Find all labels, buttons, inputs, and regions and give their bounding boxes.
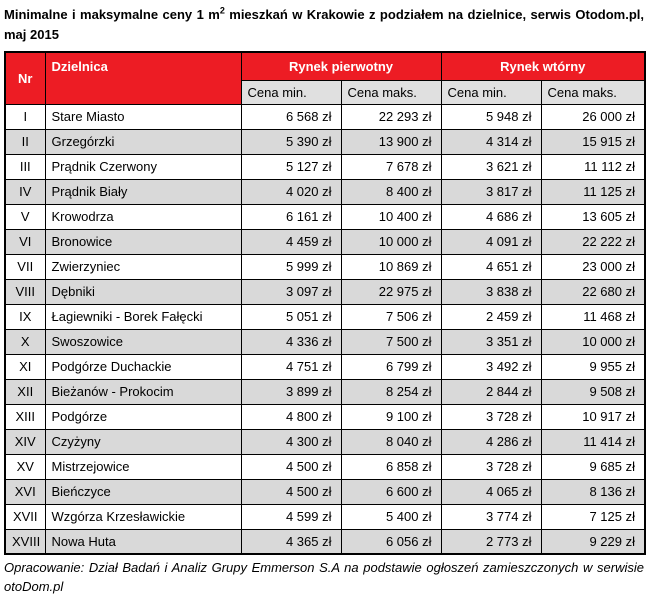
column-group-secondary-market: Rynek wtórny [441, 52, 645, 80]
primary-min-cell: 4 020 zł [241, 179, 341, 204]
row-number-cell: III [5, 154, 45, 179]
secondary-max-cell: 10 917 zł [541, 404, 645, 429]
primary-min-cell: 4 300 zł [241, 429, 341, 454]
primary-max-cell: 6 858 zł [341, 454, 441, 479]
secondary-min-cell: 4 286 zł [441, 429, 541, 454]
table-header-row-groups [5, 52, 645, 80]
secondary-max-cell: 9 685 zł [541, 454, 645, 479]
secondary-min-cell: 3 351 zł [441, 329, 541, 354]
column-header-primary-min: Cena min. [241, 80, 341, 104]
table-row [5, 229, 645, 254]
district-cell: Dębniki [45, 279, 241, 304]
primary-min-cell: 4 336 zł [241, 329, 341, 354]
district-cell: Prądnik Czerwony [45, 154, 241, 179]
row-number-cell: VI [5, 229, 45, 254]
secondary-min-cell: 3 621 zł [441, 154, 541, 179]
page-title-text-continued: mieszkań w Krakowie z podziałem na dzielnice, serwis Otodom.pl, maj 2015 [4, 7, 644, 42]
primary-max-cell: 8 254 zł [341, 379, 441, 404]
district-cell: Swoszowice [45, 329, 241, 354]
primary-min-cell: 4 599 zł [241, 504, 341, 529]
table-row [5, 329, 645, 354]
secondary-max-cell: 7 125 zł [541, 504, 645, 529]
secondary-min-cell: 3 728 zł [441, 454, 541, 479]
table-row [5, 179, 645, 204]
table-header [5, 52, 645, 104]
table-row [5, 104, 645, 129]
row-number-cell: XVII [5, 504, 45, 529]
secondary-max-cell: 11 125 zł [541, 179, 645, 204]
district-cell: Bieżanów - Prokocim [45, 379, 241, 404]
primary-max-cell: 13 900 zł [341, 129, 441, 154]
primary-max-cell: 9 100 zł [341, 404, 441, 429]
secondary-max-cell: 15 915 zł [541, 129, 645, 154]
secondary-max-cell: 8 136 zł [541, 479, 645, 504]
table-row [5, 304, 645, 329]
primary-max-cell: 10 869 zł [341, 254, 441, 279]
column-header-secondary-max: Cena maks. [541, 80, 645, 104]
primary-min-cell: 5 127 zł [241, 154, 341, 179]
primary-min-cell: 4 800 zł [241, 404, 341, 429]
secondary-min-cell: 5 948 zł [441, 104, 541, 129]
primary-max-cell: 7 506 zł [341, 304, 441, 329]
secondary-min-cell: 4 091 zł [441, 229, 541, 254]
secondary-min-cell: 4 686 zł [441, 204, 541, 229]
secondary-min-cell: 4 065 zł [441, 479, 541, 504]
table-row [5, 129, 645, 154]
secondary-max-cell: 11 468 zł [541, 304, 645, 329]
primary-min-cell: 5 051 zł [241, 304, 341, 329]
primary-min-cell: 6 161 zł [241, 204, 341, 229]
secondary-min-cell: 4 314 zł [441, 129, 541, 154]
table-row [5, 204, 645, 229]
primary-max-cell: 8 400 zł [341, 179, 441, 204]
primary-min-cell: 3 899 zł [241, 379, 341, 404]
table-body [5, 104, 645, 554]
secondary-max-cell: 11 414 zł [541, 429, 645, 454]
secondary-max-cell: 26 000 zł [541, 104, 645, 129]
primary-max-cell: 10 000 zł [341, 229, 441, 254]
row-number-cell: XVI [5, 479, 45, 504]
primary-min-cell: 3 097 zł [241, 279, 341, 304]
row-number-cell: XIII [5, 404, 45, 429]
primary-min-cell: 4 459 zł [241, 229, 341, 254]
primary-max-cell: 22 975 zł [341, 279, 441, 304]
district-cell: Mistrzejowice [45, 454, 241, 479]
row-number-cell: XII [5, 379, 45, 404]
page-title-text: Minimalne i maksymalne ceny 1 m [4, 7, 220, 22]
page-title-superscript: 2 [219, 5, 225, 16]
column-group-primary-market: Rynek pierwotny [241, 52, 441, 80]
secondary-max-cell: 13 605 zł [541, 204, 645, 229]
column-header-nr: Nr [5, 52, 45, 104]
secondary-max-cell: 22 222 zł [541, 229, 645, 254]
district-cell: Zwierzyniec [45, 254, 241, 279]
row-number-cell: X [5, 329, 45, 354]
primary-min-cell: 4 500 zł [241, 454, 341, 479]
table-row [5, 254, 645, 279]
secondary-min-cell: 3 774 zł [441, 504, 541, 529]
table-row [5, 354, 645, 379]
row-number-cell: VII [5, 254, 45, 279]
primary-max-cell: 6 799 zł [341, 354, 441, 379]
primary-max-cell: 5 400 zł [341, 504, 441, 529]
primary-max-cell: 8 040 zł [341, 429, 441, 454]
price-table [4, 51, 646, 555]
district-cell: Wzgórza Krzesławickie [45, 504, 241, 529]
table-row [5, 154, 645, 179]
primary-min-cell: 4 365 zł [241, 529, 341, 554]
primary-max-cell: 7 500 zł [341, 329, 441, 354]
primary-min-cell: 6 568 zł [241, 104, 341, 129]
district-cell: Stare Miasto [45, 104, 241, 129]
primary-max-cell: 6 600 zł [341, 479, 441, 504]
row-number-cell: VIII [5, 279, 45, 304]
secondary-max-cell: 9 229 zł [541, 529, 645, 554]
district-cell: Bieńczyce [45, 479, 241, 504]
district-cell: Prądnik Biały [45, 179, 241, 204]
secondary-min-cell: 2 459 zł [441, 304, 541, 329]
secondary-max-cell: 11 112 zł [541, 154, 645, 179]
secondary-min-cell: 3 817 zł [441, 179, 541, 204]
table-row [5, 504, 645, 529]
secondary-max-cell: 10 000 zł [541, 329, 645, 354]
table-row [5, 279, 645, 304]
row-number-cell: V [5, 204, 45, 229]
column-header-primary-max: Cena maks. [341, 80, 441, 104]
secondary-max-cell: 9 508 zł [541, 379, 645, 404]
row-number-cell: XIV [5, 429, 45, 454]
primary-max-cell: 22 293 zł [341, 104, 441, 129]
district-cell: Nowa Huta [45, 529, 241, 554]
district-cell: Grzegórzki [45, 129, 241, 154]
secondary-min-cell: 3 728 zł [441, 404, 541, 429]
secondary-min-cell: 3 838 zł [441, 279, 541, 304]
primary-max-cell: 6 056 zł [341, 529, 441, 554]
secondary-min-cell: 3 492 zł [441, 354, 541, 379]
district-cell: Czyżyny [45, 429, 241, 454]
table-row [5, 379, 645, 404]
secondary-min-cell: 4 651 zł [441, 254, 541, 279]
secondary-max-cell: 22 680 zł [541, 279, 645, 304]
column-header-district: Dzielnica [45, 52, 241, 104]
row-number-cell: XI [5, 354, 45, 379]
district-cell: Krowodrza [45, 204, 241, 229]
secondary-max-cell: 23 000 zł [541, 254, 645, 279]
table-row [5, 429, 645, 454]
column-header-secondary-min: Cena min. [441, 80, 541, 104]
source-note: Opracowanie: Dział Badań i Analiz Grupy Emmerson S.A na podstawie ogłoszeń zamieszczonych w serwisie otoDom.pl [4, 560, 644, 594]
page-title [4, 5, 644, 44]
district-cell: Łagiewniki - Borek Fałęcki [45, 304, 241, 329]
row-number-cell: IX [5, 304, 45, 329]
secondary-min-cell: 2 844 zł [441, 379, 541, 404]
table-row [5, 454, 645, 479]
primary-min-cell: 4 751 zł [241, 354, 341, 379]
primary-min-cell: 5 390 zł [241, 129, 341, 154]
row-number-cell: XV [5, 454, 45, 479]
table-row [5, 404, 645, 429]
row-number-cell: II [5, 129, 45, 154]
secondary-min-cell: 2 773 zł [441, 529, 541, 554]
district-cell: Bronowice [45, 229, 241, 254]
table-row [5, 479, 645, 504]
primary-max-cell: 10 400 zł [341, 204, 441, 229]
primary-max-cell: 7 678 zł [341, 154, 441, 179]
district-cell: Podgórze Duchackie [45, 354, 241, 379]
primary-min-cell: 5 999 zł [241, 254, 341, 279]
row-number-cell: I [5, 104, 45, 129]
table-row [5, 529, 645, 554]
row-number-cell: XVIII [5, 529, 45, 554]
district-cell: Podgórze [45, 404, 241, 429]
secondary-max-cell: 9 955 zł [541, 354, 645, 379]
row-number-cell: IV [5, 179, 45, 204]
primary-min-cell: 4 500 zł [241, 479, 341, 504]
